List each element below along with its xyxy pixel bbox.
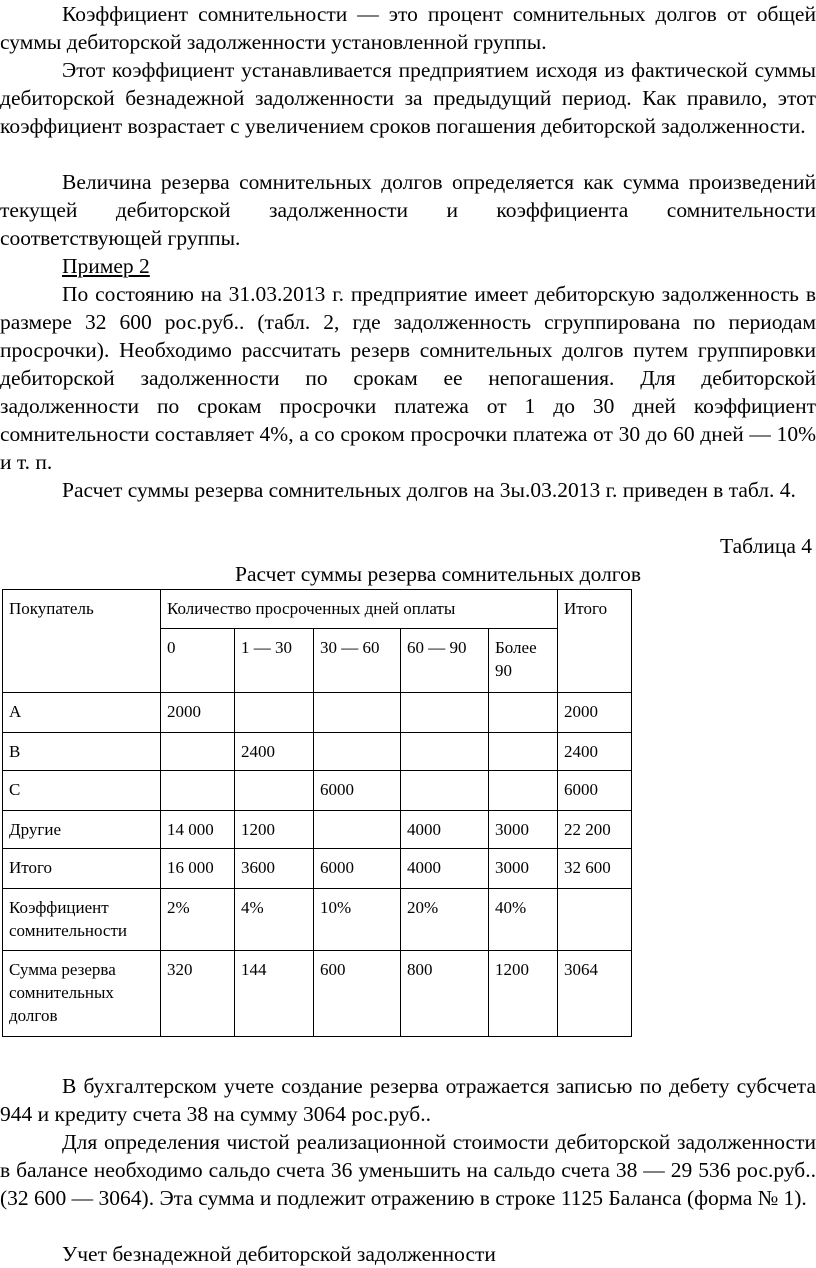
header-period: 30 — 60 xyxy=(314,629,401,693)
table-number: Таблица 4 xyxy=(720,534,812,558)
example-heading-line xyxy=(0,252,816,280)
header-period: 60 — 90 xyxy=(401,629,489,693)
paragraph-definition: Коэффициент сомнительности — это процент сомнительных долгов от общей суммы дебиторской задолженности установленной группы. xyxy=(0,2,816,54)
table-cell xyxy=(314,693,401,733)
table-cell: 6000 xyxy=(558,771,632,811)
table-cell: 1200 xyxy=(489,951,558,1037)
table-cell xyxy=(314,733,401,771)
table-cell xyxy=(401,771,489,811)
paragraph-example: По состоянию на 31.03.2013 г. предприятие имеет дебиторскую задолженность в размере 32 600 рос.руб.. (табл. 2, где задолженность сгруппирована по периодам просрочки). Необходимо рассчитать резерв сомнительных долгов путем группировки дебиторской задолженности по срокам ее непогашения. Для дебиторской задолженности по срокам просрочки платежа от 1 до 30 дней коэффициент сомнительности составляет 4%, а со сроком просрочки платежа от 30 до 60 дней — 10% и т. п. xyxy=(0,282,816,474)
header-period: 0 xyxy=(161,629,235,693)
example-heading: Пример 2 xyxy=(62,254,150,278)
table-cell: 22 200 xyxy=(558,811,632,849)
table-cell: 6000 xyxy=(314,849,401,889)
row-label: В xyxy=(3,733,161,771)
table-cell: 3000 xyxy=(489,849,558,889)
table-row xyxy=(3,733,632,771)
table-cell: 4% xyxy=(235,889,314,951)
reserve-table xyxy=(2,589,632,1037)
table-cell xyxy=(401,733,489,771)
table-cell xyxy=(235,693,314,733)
table-cell: 3064 xyxy=(558,951,632,1037)
table-cell xyxy=(161,733,235,771)
table-cell: 20% xyxy=(401,889,489,951)
row-label: Коэффициент сомнительности xyxy=(3,889,161,951)
table-cell xyxy=(558,889,632,951)
table-row xyxy=(3,811,632,849)
table-cell: 40% xyxy=(489,889,558,951)
table-cell xyxy=(489,771,558,811)
table-cell: 800 xyxy=(401,951,489,1037)
table-title: Расчет суммы резерва сомнительных долгов xyxy=(235,562,641,586)
table-cell xyxy=(401,693,489,733)
table-row xyxy=(3,771,632,811)
paragraph-coefficient: Этот коэффициент устанавливается предприятием исходя из фактической суммы дебиторской безнадежной задолженности за предыдущий период. Как правило, этот коэффициент возрастает с увеличением сроков погашения дебиторской задолженности. xyxy=(0,58,816,138)
table-cell xyxy=(161,771,235,811)
header-total: Итого xyxy=(558,590,632,693)
table-cell: 14 000 xyxy=(161,811,235,849)
paragraph-accounting-entry: В бухгалтерском учете создание резерва отражается записью по дебету субсчета 944 и кредиту счета 38 на сумму 3064 рос.руб.. xyxy=(0,1074,816,1126)
table-cell: 10% xyxy=(314,889,401,951)
table-cell: 2000 xyxy=(161,693,235,733)
table-cell: 2000 xyxy=(558,693,632,733)
header-period: 1 — 30 xyxy=(235,629,314,693)
table-cell: 320 xyxy=(161,951,235,1037)
table-body xyxy=(3,693,632,1037)
table-row xyxy=(3,951,632,1037)
table-cell: 600 xyxy=(314,951,401,1037)
section-heading-bad-debt: Учет безнадежной дебиторской задолженности xyxy=(62,1242,496,1266)
table-row xyxy=(3,693,632,733)
table-cell xyxy=(489,693,558,733)
table-cell: 1200 xyxy=(235,811,314,849)
table-cell: 4000 xyxy=(401,849,489,889)
table-cell: 144 xyxy=(235,951,314,1037)
paragraph-reserve-amount: Величина резерва сомнительных долгов определяется как сумма произведений текущей дебиторской задолженности и коэффициента сомнительности соответствующей группы. xyxy=(0,170,816,250)
table-cell: 3600 xyxy=(235,849,314,889)
table-cell: 3000 xyxy=(489,811,558,849)
table-header-row xyxy=(3,590,632,629)
table-cell: 2400 xyxy=(558,733,632,771)
table-cell xyxy=(314,811,401,849)
table-cell: 4000 xyxy=(401,811,489,849)
table-cell xyxy=(489,733,558,771)
row-label: Другие xyxy=(3,811,161,849)
header-days-group: Количество просроченных дней оплаты xyxy=(161,590,558,629)
table-row xyxy=(3,889,632,951)
paragraph-net-value: Для определения чистой реализационной стоимости дебиторской задолженности в балансе необходимо сальдо счета 36 уменьшить на сальдо счета 38 — 29 536 рос.руб.. (32 600 — 3064). Эта сумма и подлежит отражению в строке 1125 Баланса (форма № 1). xyxy=(0,1130,816,1210)
row-label: А xyxy=(3,693,161,733)
paragraph-calculation-ref: Расчет суммы резерва сомнительных долгов на 3ы.03.2013 г. приведен в табл. 4. xyxy=(62,478,796,502)
table-cell: 6000 xyxy=(314,771,401,811)
header-buyer: Покупатель xyxy=(3,590,161,693)
table-row xyxy=(3,849,632,889)
row-label: С xyxy=(3,771,161,811)
table-cell: 2% xyxy=(161,889,235,951)
table-cell: 16 000 xyxy=(161,849,235,889)
row-label: Итого xyxy=(3,849,161,889)
table-cell: 2400 xyxy=(235,733,314,771)
table-cell: 32 600 xyxy=(558,849,632,889)
row-label: Сумма резерва сомнительных долгов xyxy=(3,951,161,1037)
table-cell xyxy=(235,771,314,811)
header-period: Более 90 xyxy=(489,629,558,693)
